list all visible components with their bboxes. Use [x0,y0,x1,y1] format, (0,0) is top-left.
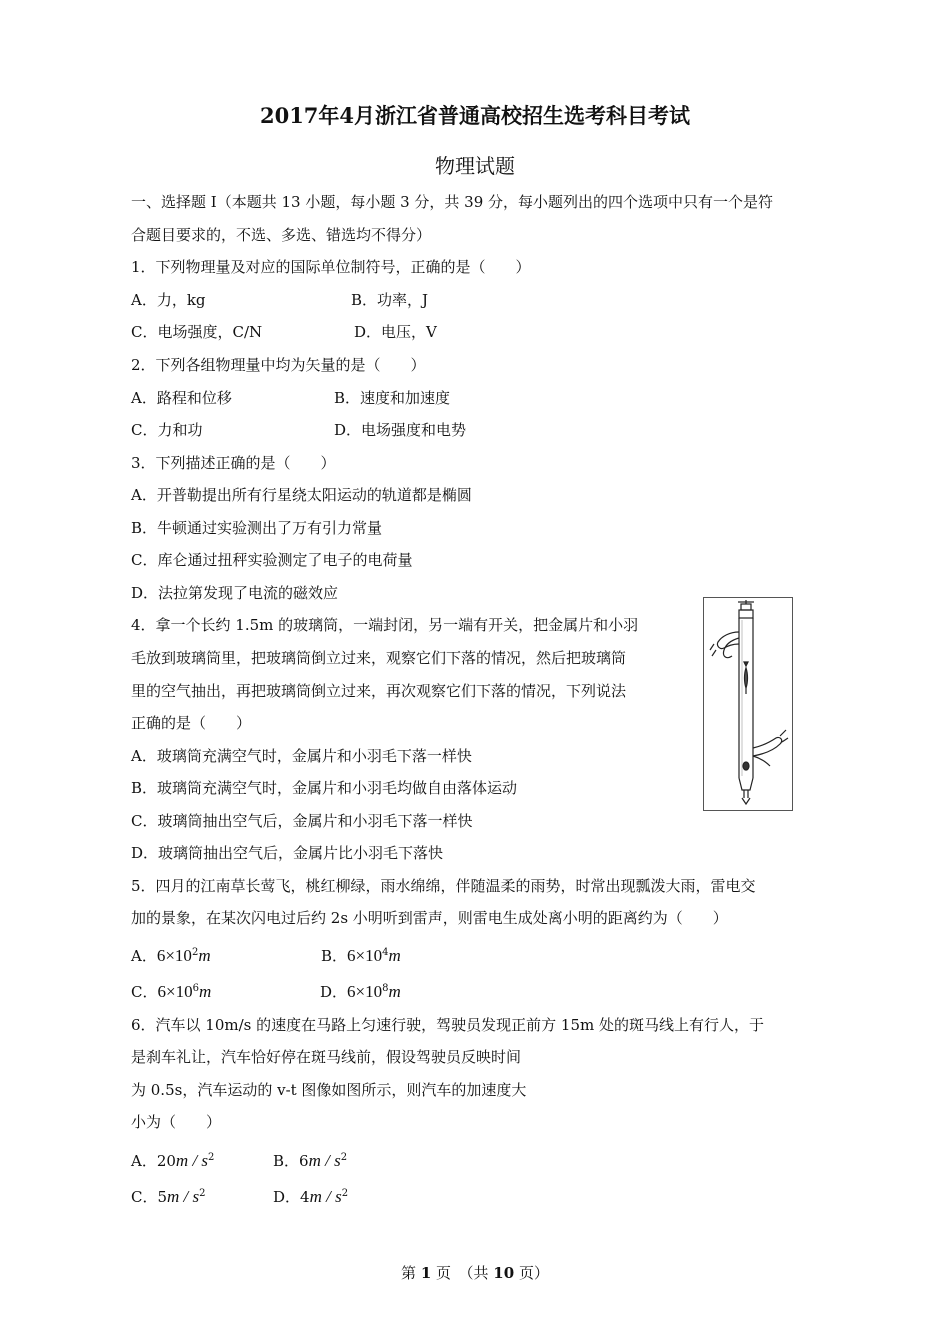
q1-option-a: A．力，kg [131,291,206,309]
q4-stem-line2: 毛放到玻璃筒里，把玻璃筒倒立过来，观察它们下落的情况，然后把玻璃筒 [131,649,627,667]
q6-option-d-label: D．4 [273,1188,310,1206]
q5-option-c-label: C． [131,983,158,1001]
q6-option-d-exponent: 2 [341,1188,349,1199]
section-heading-line1: 一、选择题 I（本题共 13 小题，每小题 3 分，共 39 分，每小题列出的四个选项中只有一个是符 [131,193,774,211]
q5-option-d-exponent: 8 [382,983,389,994]
q3-option-a: A．开普勒提出所有行星绕太阳运动的轨道都是椭圆 [131,486,472,504]
q5-option-d-base: 6×10 [347,982,383,1001]
q1-option-c: C．电场强度，C/N [131,323,263,341]
q5-option-b-unit: m [388,946,401,965]
q5-option-a-label: A． [131,947,157,965]
q2-option-b: B．速度和加速度 [334,389,451,407]
q6-option-d-unit: m / s [309,1187,342,1206]
q4-option-d: D．玻璃筒抽出空气后，金属片比小羽毛下落快 [131,844,444,862]
q2-option-d: D．电场强度和电势 [334,421,467,439]
q6-option-c-exponent: 2 [199,1188,206,1199]
section-heading-line2: 合题目要求的，不选、多选、错选均不得分） [131,226,432,244]
q6-option-a [131,1148,214,1171]
q6-option-b-exponent: 2 [340,1152,348,1163]
footer-suffix: 页） [514,1264,549,1282]
page-footer [0,1262,950,1283]
q6-option-a-label: A．20 [131,1152,176,1170]
q5-option-b-label: B． [321,947,348,965]
q2-option-a: A．路程和位移 [131,389,232,407]
q5-option-c-exponent: 6 [192,983,199,994]
q5-option-d-unit: m [388,982,401,1001]
q5-option-a [131,943,211,966]
q1-stem: 1．下列物理量及对应的国际单位制符号，正确的是（ ） [131,258,531,276]
q5-option-c-base: 6×10 [157,982,193,1001]
q6-option-c-unit: m / s [167,1187,200,1206]
q4-stem-line4: 正确的是（ ） [131,714,252,732]
q3-stem: 3．下列描述正确的是（ ） [131,454,336,472]
q4-stem-line1: 4．拿一个长约 1.5m 的玻璃筒，一端封闭，另一端有开关，把金属片和小羽 [131,616,639,634]
footer-mid: 页 （共 [431,1264,494,1282]
q5-option-b-base: 6×10 [347,946,383,965]
q6-stem-line1: 6．汽车以 10m/s 的速度在马路上匀速行驶，驾驶员发现正前方 15m 处的斑马线上有行人，于 [131,1016,764,1034]
q4-option-c: C．玻璃筒抽出空气后，金属片和小羽毛下落一样快 [131,812,473,830]
q6-option-a-exponent: 2 [208,1152,215,1163]
q5-option-c [131,979,211,1002]
q5-option-b [321,943,401,966]
page-number: 1 [420,1264,432,1282]
q5-option-b-exponent: 4 [382,947,389,958]
q1-option-b: B．功率，J [351,291,429,309]
q4-option-a: A．玻璃筒充满空气时，金属片和小羽毛下落一样快 [131,747,472,765]
q6-stem-line4: 小为（ ） [131,1113,222,1131]
q6-option-b-label: B．6 [273,1152,309,1170]
q6-stem-line2: 是刹车礼让，汽车恰好停在斑马线前，假设驾驶员反映时间 [131,1048,522,1066]
q6-option-b-unit: m / s [308,1151,341,1170]
q6-option-d [273,1184,348,1207]
q2-stem: 2．下列各组物理量中均为矢量的是（ ） [131,356,426,374]
q5-option-a-base: 6×10 [156,946,192,965]
exam-title: 2017年4月浙江省普通高校招生选考科目考试 [259,103,691,128]
q5-stem-line1: 5．四月的江南草长莺飞，桃红柳绿，雨水绵绵，伴随温柔的雨势，时常出现瓢泼大雨，雷电交 [131,877,756,895]
q4-stem-line3: 里的空气抽出，再把玻璃筒倒立过来，再次观察它们下落的情况，下列说法 [131,682,627,700]
q5-option-d-label: D． [320,983,348,1001]
q3-option-d: D．法拉第发现了电流的磁效应 [131,584,339,602]
exam-subtitle: 物理试题 [435,154,515,178]
q6-option-c [131,1184,206,1207]
q5-option-a-exponent: 2 [191,947,199,958]
q6-stem-line3: 为 0.5s，汽车运动的 v-t 图像如图所示，则汽车的加速度大 [131,1081,527,1099]
q2-option-c: C．力和功 [131,421,203,439]
q3-option-c: C．库仑通过扭秤实验测定了电子的电荷量 [131,551,413,569]
q3-option-b: B．牛顿通过实验测出了万有引力常量 [131,519,383,537]
q5-option-c-unit: m [198,982,212,1001]
footer-prefix: 第 [401,1264,421,1282]
q4-option-b: B．玻璃筒充满空气时，金属片和小羽毛均做自由落体运动 [131,779,518,797]
glass-tube-illustration [704,598,792,810]
q1-option-d: D．电压，V [354,323,437,341]
q5-option-a-unit: m [198,946,211,965]
q5-stem-line2: 加的景象，在某次闪电过后约 2s 小明听到雷声，则雷电生成处离小明的距离约为（ ） [131,909,728,927]
q6-option-c-label: C．5 [131,1188,168,1206]
q6-option-b [273,1148,347,1171]
q6-option-a-unit: m / s [175,1151,209,1170]
glass-tube-figure [703,597,793,811]
page-total: 10 [493,1264,515,1282]
q5-option-d [320,979,401,1002]
